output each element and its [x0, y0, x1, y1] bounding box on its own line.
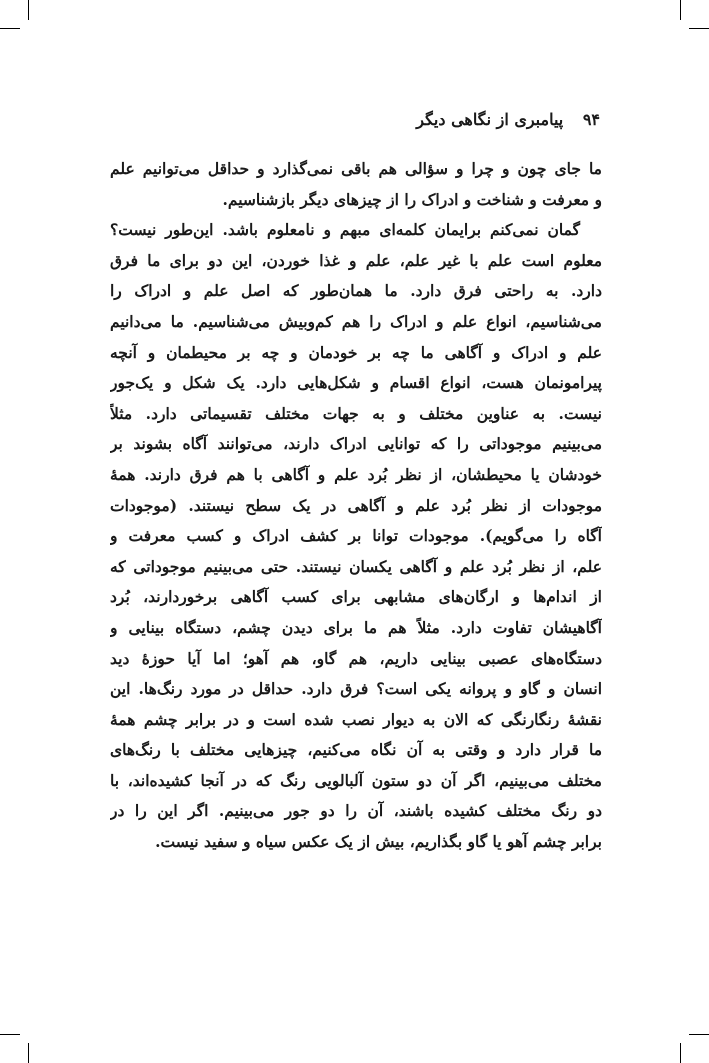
running-title: پیامبری از نگاهی دیگر	[416, 110, 564, 129]
text-line: خودشان یا محیطشان، از نظر بُرد علم و آگاهی با هم فرق دارند. همهٔ	[110, 464, 602, 484]
running-header	[110, 110, 600, 129]
text-line: علم، از نظر بُرد علم و آگاهی یکسان نیستند. حتی می‌بینیم موجوداتی که	[110, 556, 602, 576]
crop-mark-bottom-left-vertical	[28, 1043, 29, 1063]
text-line: دو رنگ مختلف کشیده باشند، آن را دو جور می‌بینیم. اگر این را در	[110, 801, 602, 821]
text-line: نیست. به عناوین مختلف و به جهات مختلف تقسیماتی دارد. مثلاً	[110, 403, 602, 423]
text-line: آگاه را می‌گویم). موجودات توانا بر کشف ادراک و کسب معرفت و	[110, 526, 602, 546]
text-line: ما قرار دارد و وقتی به آن نگاه می‌کنیم، چیزهایی مختلف با رنگ‌های	[110, 740, 602, 760]
text-line: علم و ادراک و آگاهی ما چه بر خودمان و چه بر محیطمان و آنچه	[110, 342, 602, 362]
text-line: می‌شناسیم، انواع علم و ادراک را هم کم‌وبیش می‌شناسیم. ما می‌دانیم	[110, 311, 602, 331]
text-line: موجودات از نظر بُرد علم و آگاهی در یک سطح نیستند. (موجودات	[110, 495, 602, 515]
crop-mark-top-right-vertical	[680, 0, 681, 20]
body-text	[110, 154, 602, 858]
crop-mark-top-left-horizontal	[0, 28, 20, 29]
text-line: پیرامونمان هست، انواع اقسام و شکل‌هایی دارد. یک شکل و یک‌جور	[110, 373, 602, 393]
text-line: نقشهٔ رنگارنگی که الان به دیوار نصب شده است و در برابر چشم همهٔ	[110, 709, 602, 729]
text-line: مختلف می‌بینیم، اگر آن دو ستون آلبالویی رنگ که در آنجا کشیده‌اند، با	[110, 770, 602, 790]
paragraph-2	[110, 215, 602, 857]
text-line: ما جای چون و چرا و سؤالی هم باقی نمی‌گذارد و حداقل می‌توانیم علم	[110, 159, 602, 178]
text-line: برابر چشم آهو یا گاو بگذاریم، بیش از یک عکس سیاه و سفید نیست.	[155, 832, 602, 852]
crop-mark-bottom-right-vertical	[680, 1043, 681, 1063]
text-line: و معرفت و شناخت و ادراک را از چیزهای دیگر بازشناسیم.	[222, 189, 602, 209]
text-line: دستگاه‌های عصبی بینایی داریم، هم گاو، هم آهو؛ اما آیا حوزهٔ دید	[110, 648, 602, 668]
crop-mark-bottom-left-horizontal	[0, 1034, 20, 1035]
text-line: آگاهیشان تفاوت دارد. مثلاً هم ما برای دیدن چشم، دستگاه بینایی و	[110, 617, 602, 637]
crop-mark-bottom-right-horizontal	[689, 1034, 709, 1035]
page-number: ۹۴	[582, 110, 600, 129]
text-line: انسان و گاو و پروانه یکی است؟ فرق دارد. حداقل در مورد رنگ‌ها. این	[110, 679, 602, 699]
text-line: دارد. به راحتی فرق دارد. ما همان‌طور که اصل علم و ادراک را	[110, 281, 602, 301]
crop-mark-top-right-horizontal	[689, 28, 709, 29]
text-line: از اندام‌ها و ارگان‌های مشابهی برای کسب آگاهی برخوردارند، بُرد	[110, 587, 602, 607]
text-line: گمان نمی‌کنم برایمان کلمه‌ای مبهم و نامعلوم باشد. این‌طور نیست؟	[110, 220, 580, 240]
text-line: معلوم است علم با غیر علم، علم و غذا خوردن، این دو برای ما فرق	[110, 250, 602, 270]
paragraph-1	[110, 154, 602, 215]
text-line: می‌بینیم موجوداتی را که توانایی ادراک دارند، می‌توانند آگاه بشوند بر	[110, 434, 602, 454]
crop-mark-top-left-vertical	[28, 0, 29, 20]
